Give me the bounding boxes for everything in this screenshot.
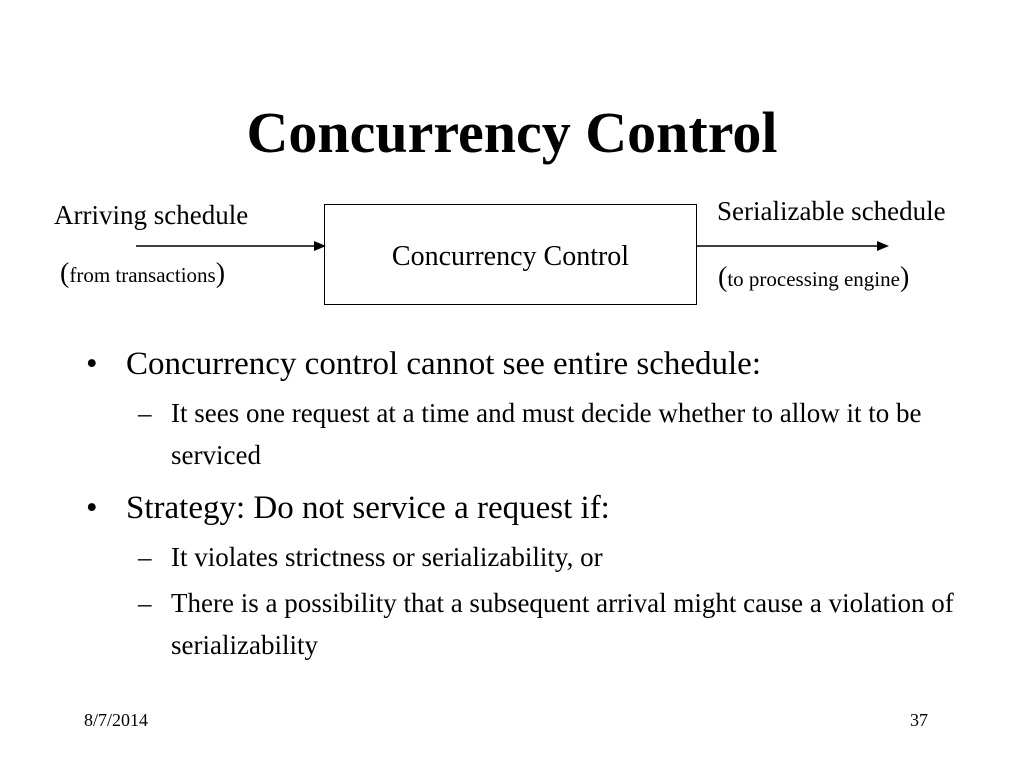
concurrency-control-box-label: Concurrency Control (391, 241, 630, 272)
sub-bullet-marker: – (138, 542, 152, 572)
sub-bullet-item (86, 392, 966, 476)
page-number: 37 (910, 710, 928, 730)
output-sublabel (718, 261, 909, 295)
slide-title: Concurrency Control (246, 100, 778, 165)
output-arrow (697, 239, 889, 253)
input-close-paren: ) (215, 258, 226, 289)
sub-bullet-item (86, 582, 966, 666)
sub-bullet-text: It violates strictness or serializability, or (171, 542, 603, 572)
input-sublabel-text: from transactions (69, 263, 216, 287)
sub-bullet-marker: – (138, 398, 152, 428)
bullet-list (86, 344, 966, 666)
concurrency-control-box (324, 204, 697, 305)
sub-bullet-text: It sees one request at a time and must decide whether to allow it to be serviced (171, 398, 922, 470)
bullet-text: Concurrency control cannot see entire schedule: (126, 346, 761, 382)
bullet-item (86, 488, 966, 528)
input-sublabel (60, 257, 225, 291)
bullet-item (86, 344, 966, 384)
sub-bullet-text: There is a possibility that a subsequent arrival might cause a violation of serializability (171, 588, 954, 660)
bullet-marker: • (86, 490, 98, 526)
output-close-paren: ) (899, 262, 910, 293)
output-sublabel-text: to processing engine (727, 267, 900, 291)
input-arrow (136, 239, 326, 253)
input-label: Arriving schedule (54, 200, 249, 230)
bullet-marker: • (86, 346, 98, 382)
output-open-paren: ( (718, 262, 728, 293)
output-label: Serializable schedule (717, 196, 946, 226)
sub-bullet-marker: – (138, 588, 152, 618)
sub-bullet-item (86, 536, 966, 578)
bullet-text: Strategy: Do not service a request if: (126, 490, 610, 526)
footer-date: 8/7/2014 (84, 710, 149, 730)
input-open-paren: ( (60, 258, 70, 289)
